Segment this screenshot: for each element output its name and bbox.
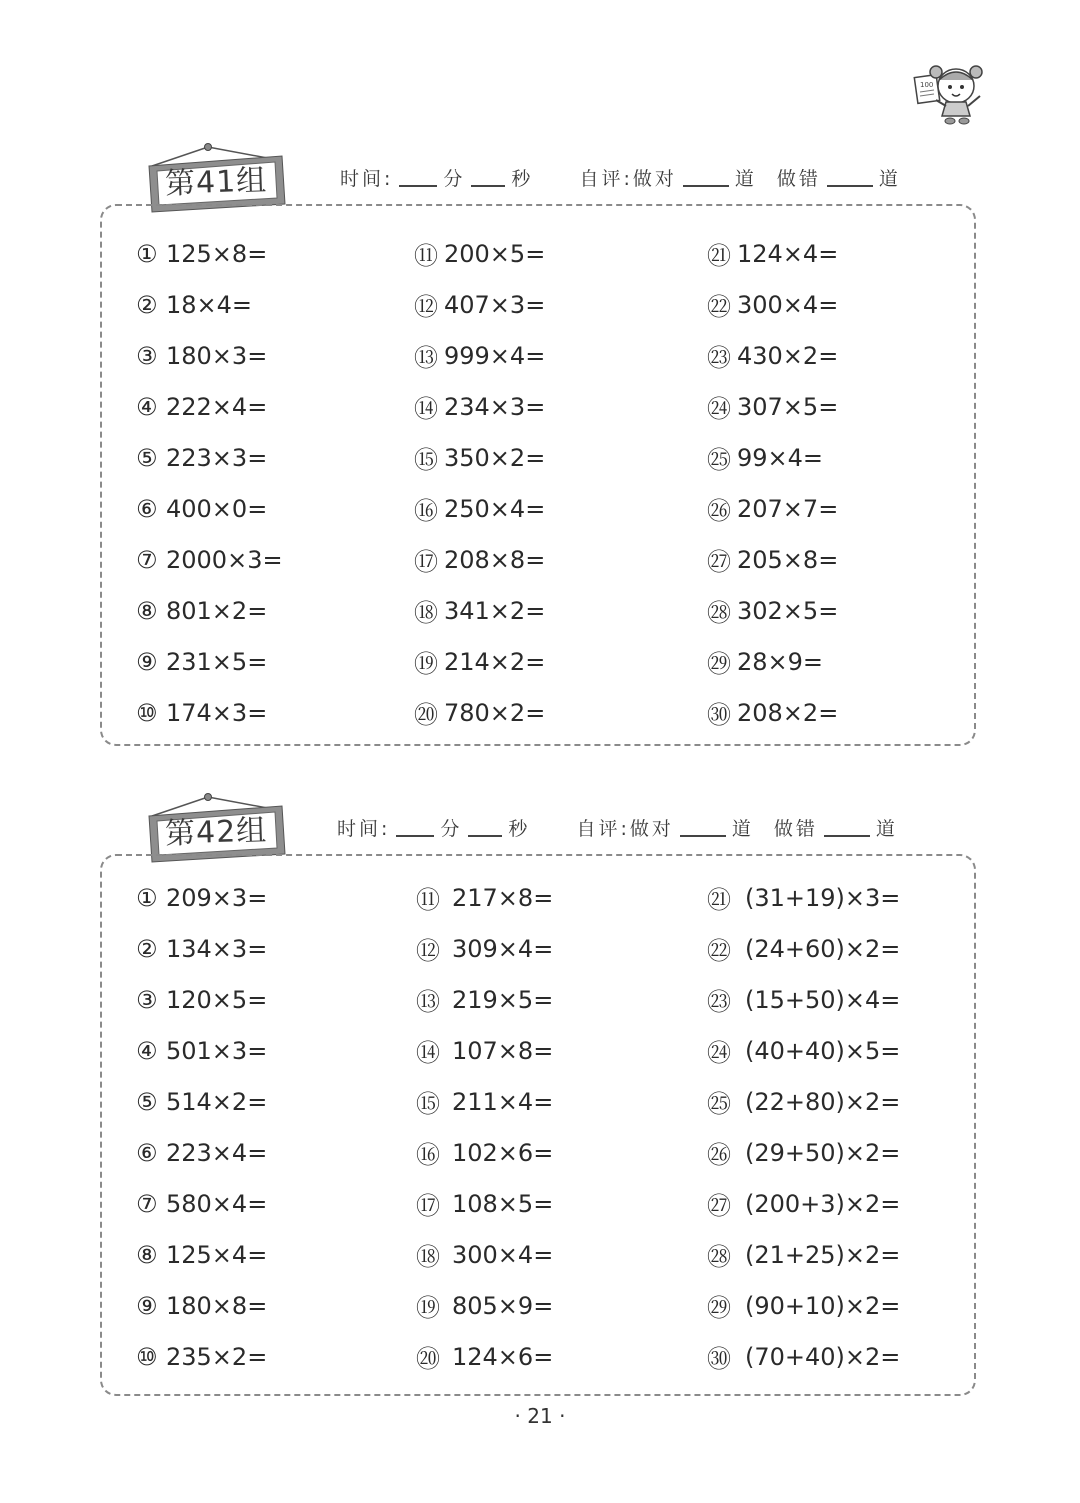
problem-number: ㉔: [707, 395, 731, 423]
problem-item: [136, 974, 267, 1025]
group-title: 第41组: [164, 163, 268, 202]
minutes-blank[interactable]: [396, 817, 434, 837]
problem-number: ㉑: [707, 242, 731, 270]
problem-item: [414, 687, 545, 738]
problem-item: [136, 381, 283, 432]
correct-count-blank[interactable]: [680, 817, 726, 837]
problem-expression: 223×3=: [166, 443, 268, 472]
unit-label: 道: [731, 817, 754, 840]
problem-item: [414, 636, 545, 687]
problem-item: [707, 1178, 900, 1229]
problem-number: ⑭: [416, 1039, 440, 1067]
problem-item: [414, 381, 545, 432]
problem-item: [416, 1178, 553, 1229]
problem-number: ⑲: [416, 1294, 440, 1322]
problem-number: ④: [136, 392, 158, 421]
problem-expression: 108×5=: [452, 1189, 554, 1218]
problem-item: [416, 1331, 553, 1382]
unit-label: 道: [875, 817, 898, 840]
problem-item: [136, 1076, 267, 1127]
problem-expression: 207×7=: [737, 494, 839, 523]
problem-number: ㉕: [707, 1090, 731, 1118]
problem-expression: 125×8=: [166, 239, 268, 268]
problem-item: [136, 923, 267, 974]
problem-number: ㉔: [707, 1039, 731, 1067]
problem-expression: 180×8=: [166, 1291, 268, 1320]
problem-number: ⑳: [416, 1345, 440, 1373]
problem-number: ③: [136, 341, 158, 370]
problem-number: ⑦: [136, 545, 158, 574]
problem-number: ⑬: [414, 344, 438, 372]
problem-expression: 780×2=: [444, 698, 546, 727]
problem-number: ㉙: [707, 650, 731, 678]
problem-item: [414, 483, 545, 534]
problem-expression: (31+19)×3=: [745, 883, 901, 912]
problem-item: [707, 279, 838, 330]
problem-number: ㉑: [707, 886, 731, 914]
problem-item: [707, 1076, 900, 1127]
problem-column: [707, 228, 838, 738]
problem-expression: 407×3=: [444, 290, 546, 319]
problem-item: [707, 687, 838, 738]
problem-expression: (90+10)×2=: [745, 1291, 901, 1320]
self-eval-correct-label: 自评:做对: [576, 817, 674, 840]
problem-expression: 430×2=: [737, 341, 839, 370]
problem-expression: 208×8=: [444, 545, 546, 574]
problem-number: ⑬: [416, 988, 440, 1016]
problem-expression: (200+3)×2=: [745, 1189, 901, 1218]
problem-expression: 18×4=: [166, 290, 253, 319]
problem-expression: 134×3=: [166, 934, 268, 963]
problem-number: ⑪: [416, 886, 440, 914]
problem-item: [414, 228, 545, 279]
problem-number: ㉓: [707, 988, 731, 1016]
problem-item: [707, 534, 838, 585]
correct-count-blank[interactable]: [683, 167, 729, 187]
problem-expression: 208×2=: [737, 698, 839, 727]
problem-item: [707, 1127, 900, 1178]
problem-column: [414, 228, 545, 738]
problem-expression: 580×4=: [166, 1189, 268, 1218]
problem-item: [414, 585, 545, 636]
problem-expression: 222×4=: [166, 392, 268, 421]
problem-item: [136, 279, 283, 330]
problem-expression: (22+80)×2=: [745, 1087, 901, 1116]
problem-item: [136, 1178, 267, 1229]
problem-expression: 211×4=: [452, 1087, 554, 1116]
problem-number: ㉚: [707, 701, 731, 729]
problem-number: ㉕: [707, 446, 731, 474]
problem-number: ㉒: [707, 937, 731, 965]
problem-expression: 28×9=: [737, 647, 824, 676]
wrong-label: 做错: [776, 167, 821, 190]
problem-item: [414, 432, 545, 483]
problem-expression: 302×5=: [737, 596, 839, 625]
problem-expression: 801×2=: [166, 596, 268, 625]
seconds-blank[interactable]: [471, 167, 505, 187]
problem-number: ㉗: [707, 548, 731, 576]
problem-number: ⑩: [136, 1342, 158, 1371]
time-label: 时间:: [337, 817, 391, 840]
problem-item: [136, 1331, 267, 1382]
problem-number: ⑦: [136, 1189, 158, 1218]
problem-item: [136, 330, 283, 381]
problem-item: [136, 687, 283, 738]
problem-expression: 217×8=: [452, 883, 554, 912]
unit-label: 道: [734, 167, 757, 190]
problem-expression: 2000×3=: [166, 545, 283, 574]
problem-number: ㉘: [707, 599, 731, 627]
problem-item: [707, 1331, 900, 1382]
problem-number: ⑫: [414, 293, 438, 321]
problem-item: [414, 534, 545, 585]
problem-item: [707, 1280, 900, 1331]
problem-item: [136, 872, 267, 923]
problem-number: ②: [136, 934, 158, 963]
girl-mascot-illustration: [912, 60, 992, 126]
problem-expression: 200×5=: [444, 239, 546, 268]
problem-item: [136, 432, 283, 483]
problem-item: [707, 330, 838, 381]
problem-number: ⑥: [136, 494, 158, 523]
problem-expression: 501×3=: [166, 1036, 268, 1065]
problem-number: ⑧: [136, 1240, 158, 1269]
problem-number: ⑮: [414, 446, 438, 474]
problem-column: [416, 872, 553, 1382]
problem-number: ㉖: [707, 497, 731, 525]
problem-expression: 124×6=: [452, 1342, 554, 1371]
problem-expression: 300×4=: [737, 290, 839, 319]
problem-expression: 219×5=: [452, 985, 554, 1014]
problem-expression: 309×4=: [452, 934, 554, 963]
problem-expression: 234×3=: [444, 392, 546, 421]
problem-number: ⑨: [136, 647, 158, 676]
problem-number: ⑪: [414, 242, 438, 270]
problem-number: ⑲: [414, 650, 438, 678]
problem-number: ⑧: [136, 596, 158, 625]
problem-expression: 805×9=: [452, 1291, 554, 1320]
problem-item: [707, 585, 838, 636]
problem-number: ①: [136, 883, 158, 912]
problem-number: ⑱: [414, 599, 438, 627]
problem-expression: 223×4=: [166, 1138, 268, 1167]
problem-number: ⑰: [414, 548, 438, 576]
problem-number: ㉙: [707, 1294, 731, 1322]
timing-and-self-eval-header: [340, 160, 901, 194]
problem-expression: 125×4=: [166, 1240, 268, 1269]
problem-item: [707, 923, 900, 974]
problem-expression: 999×4=: [444, 341, 546, 370]
problem-item: [414, 330, 545, 381]
problem-expression: 205×8=: [737, 545, 839, 574]
wrong-count-blank[interactable]: [824, 817, 870, 837]
problem-item: [707, 228, 838, 279]
problem-number: ①: [136, 239, 158, 268]
problem-item: [136, 228, 283, 279]
seconds-blank[interactable]: [468, 817, 502, 837]
wrong-count-blank[interactable]: [827, 167, 873, 187]
problem-expression: (40+40)×5=: [745, 1036, 901, 1065]
problem-number: ⑭: [414, 395, 438, 423]
problem-item: [416, 872, 553, 923]
problem-number: ㉒: [707, 293, 731, 321]
problem-number: ㉚: [707, 1345, 731, 1373]
problem-expression: 209×3=: [166, 883, 268, 912]
problem-item: [707, 872, 900, 923]
problem-number: ⑤: [136, 443, 158, 472]
problem-expression: (29+50)×2=: [745, 1138, 901, 1167]
problem-item: [136, 636, 283, 687]
problem-expression: 124×4=: [737, 239, 839, 268]
problem-number: ⑥: [136, 1138, 158, 1167]
problem-expression: 180×3=: [166, 341, 268, 370]
problem-expression: 300×4=: [452, 1240, 554, 1269]
time-label: 时间:: [340, 167, 394, 190]
problem-number: ㉓: [707, 344, 731, 372]
problem-item: [416, 1127, 553, 1178]
problem-number: ⑩: [136, 698, 158, 727]
mascot-sign-text: 100: [920, 81, 934, 89]
problem-expression: 235×2=: [166, 1342, 268, 1371]
problem-item: [707, 432, 838, 483]
problem-expression: (70+40)×2=: [745, 1342, 901, 1371]
problem-expression: 307×5=: [737, 392, 839, 421]
problem-item: [416, 1076, 553, 1127]
problem-item: [707, 1025, 900, 1076]
problem-number: ②: [136, 290, 158, 319]
problem-expression: 250×4=: [444, 494, 546, 523]
problem-expression: (15+50)×4=: [745, 985, 901, 1014]
problem-number: ⑨: [136, 1291, 158, 1320]
second-label: 秒: [508, 817, 531, 840]
problem-item: [707, 483, 838, 534]
problem-column: [136, 228, 283, 738]
problem-number: ⑯: [414, 497, 438, 525]
wrong-label: 做错: [773, 817, 818, 840]
problem-expression: 214×2=: [444, 647, 546, 676]
problem-item: [707, 1229, 900, 1280]
problem-item: [707, 974, 900, 1025]
problem-expression: 102×6=: [452, 1138, 554, 1167]
problem-expression: 350×2=: [444, 443, 546, 472]
problem-number: ㉘: [707, 1243, 731, 1271]
problem-number: ⑤: [136, 1087, 158, 1116]
problem-expression: 514×2=: [166, 1087, 268, 1116]
self-eval-correct-label: 自评:做对: [579, 167, 677, 190]
problem-item: [136, 1280, 267, 1331]
problem-column: [707, 872, 900, 1382]
problem-item: [414, 279, 545, 330]
minutes-blank[interactable]: [399, 167, 437, 187]
problem-expression: 400×0=: [166, 494, 268, 523]
problem-item: [136, 483, 283, 534]
problem-item: [416, 1280, 553, 1331]
problem-item: [136, 1229, 267, 1280]
minute-label: 分: [440, 817, 463, 840]
problem-item: [136, 585, 283, 636]
problem-number: ㉗: [707, 1192, 731, 1220]
problem-expression: 174×3=: [166, 698, 268, 727]
problem-expression: 341×2=: [444, 596, 546, 625]
minute-label: 分: [443, 167, 466, 190]
unit-label: 道: [878, 167, 901, 190]
second-label: 秒: [511, 167, 534, 190]
problem-expression: 107×8=: [452, 1036, 554, 1065]
problem-number: ③: [136, 985, 158, 1014]
problem-expression: (24+60)×2=: [745, 934, 901, 963]
group-title: 第42组: [164, 813, 268, 852]
problem-expression: 231×5=: [166, 647, 268, 676]
problem-item: [416, 1229, 553, 1280]
problem-item: [136, 534, 283, 585]
problem-expression: 99×4=: [737, 443, 824, 472]
problem-number: ⑫: [416, 937, 440, 965]
problem-number: ⑯: [416, 1141, 440, 1169]
problem-column: [136, 872, 267, 1382]
problem-expression: (21+25)×2=: [745, 1240, 901, 1269]
problem-item: [416, 1025, 553, 1076]
problem-item: [136, 1025, 267, 1076]
problem-number: ⑱: [416, 1243, 440, 1271]
problem-item: [707, 381, 838, 432]
problem-item: [416, 923, 553, 974]
problem-item: [707, 636, 838, 687]
problem-number: ⑰: [416, 1192, 440, 1220]
problem-number: ⑮: [416, 1090, 440, 1118]
problem-item: [136, 1127, 267, 1178]
problem-number: ④: [136, 1036, 158, 1065]
page-number: · 21 ·: [514, 1404, 566, 1428]
problem-expression: 120×5=: [166, 985, 268, 1014]
problem-number: ㉖: [707, 1141, 731, 1169]
problem-number: ⑳: [414, 701, 438, 729]
problem-item: [416, 974, 553, 1025]
timing-and-self-eval-header: [337, 810, 898, 844]
